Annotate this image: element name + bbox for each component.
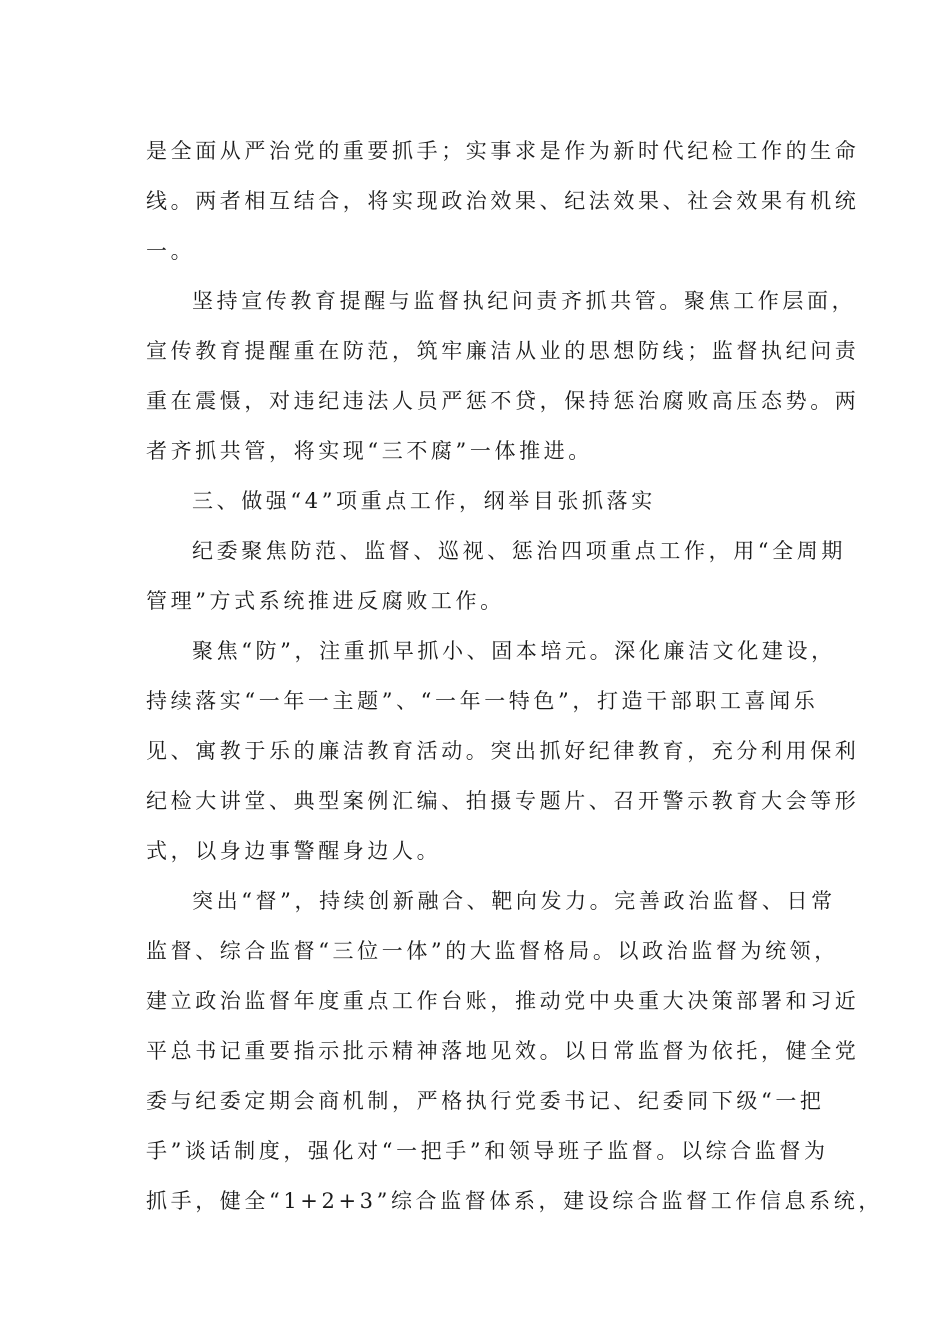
text-line: 建立政治监督年度重点工作台账，推动党中央重大决策部署和习近	[146, 989, 860, 1013]
paragraph-first-line: 纪委聚焦防范、监督、巡视、惩治四项重点工作，用“全周期	[192, 539, 846, 563]
text-line: 持续落实“一年一主题”、“一年一特色”，打造干部职工喜闻乐	[146, 689, 819, 713]
text-line: 重在震慑，对违纪违法人员严惩不贷，保持惩治腐败高压态势。两	[146, 389, 860, 413]
text-line: 纪检大讲堂、典型案例汇编、拍摄专题片、召开警示教育大会等形	[146, 789, 860, 813]
text-line: 抓手，健全“1+2+3”综合监督体系，建设综合监督工作信息系统，	[146, 1189, 883, 1213]
text-line: 见、寓教于乐的廉洁教育活动。突出抓好纪律教育，充分利用保利	[146, 739, 860, 763]
section-heading: 三、做强“4”项重点工作，纲举目张抓落实	[192, 489, 656, 513]
text-line: 手”谈话制度，强化对“一把手”和领导班子监督。以综合监督为	[146, 1139, 829, 1163]
text-line: 委与纪委定期会商机制，严格执行党委书记、纪委同下级“一把	[146, 1089, 825, 1113]
text-line: 宣传教育提醒重在防范，筑牢廉洁从业的思想防线；监督执纪问责	[146, 339, 860, 363]
text-line: 是全面从严治党的重要抓手；实事求是作为新时代纪检工作的生命	[146, 139, 860, 163]
text-line: 式，以身边事警醒身边人。	[146, 839, 442, 863]
text-line: 一。	[146, 239, 196, 263]
paragraph-first-line: 坚持宣传教育提醒与监督执纪问责齐抓共管。聚焦工作层面，	[192, 289, 857, 313]
paragraph-first-line: 突出“督”，持续创新融合、靶向发力。完善政治监督、日常	[192, 889, 836, 913]
paragraph-first-line: 聚焦“防”，注重抓早抓小、固本培元。深化廉洁文化建设，	[192, 639, 836, 663]
text-line: 线。两者相互结合，将实现政治效果、纪法效果、社会效果有机统	[146, 189, 860, 213]
text-line: 平总书记重要指示批示精神落地见效。以日常监督为依托，健全党	[146, 1039, 860, 1063]
text-line: 监督、综合监督“三位一体”的大监督格局。以政治监督为统领，	[146, 939, 839, 963]
text-line: 管理”方式系统推进反腐败工作。	[146, 589, 505, 613]
text-line: 者齐抓共管，将实现“三不腐”一体推进。	[146, 439, 593, 463]
